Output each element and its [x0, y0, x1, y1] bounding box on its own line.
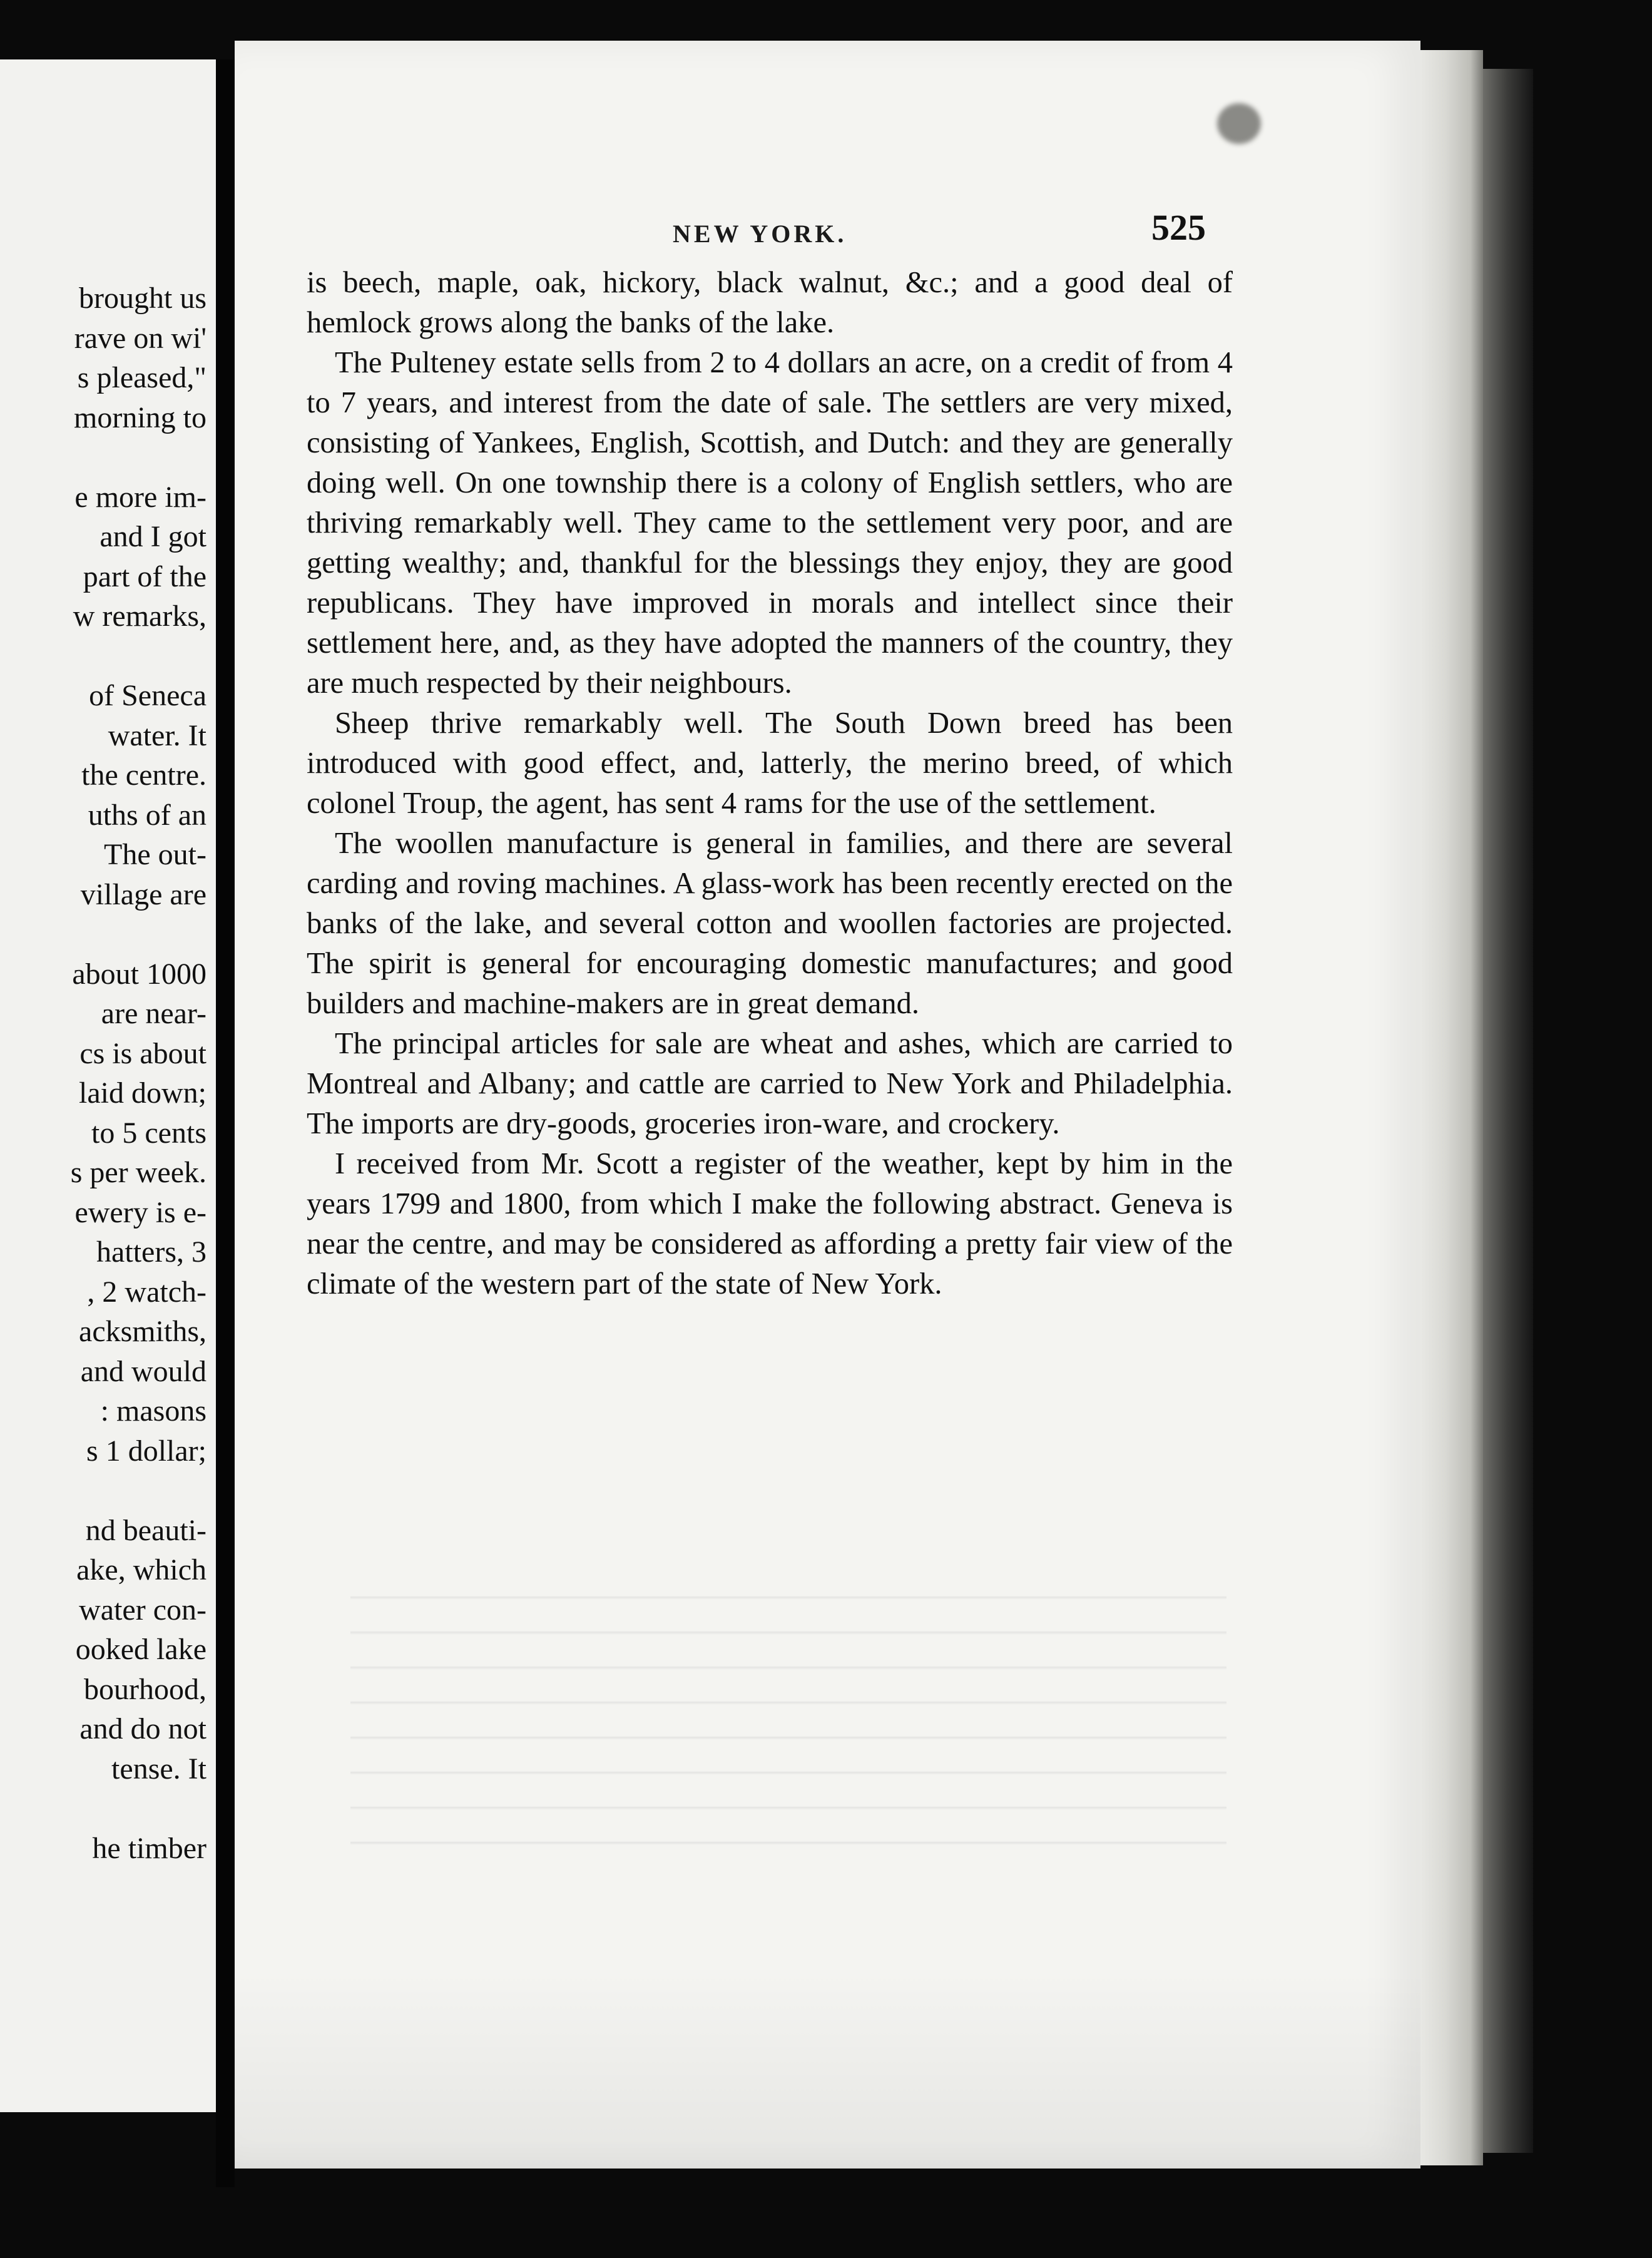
page-edge [1420, 50, 1483, 2165]
left-page-line: : masons [100, 1394, 206, 1428]
left-page-line [0, 437, 206, 478]
left-page-line: s per week. [70, 1156, 206, 1189]
left-page-line: and do not [79, 1712, 206, 1745]
left-page-line: uths of an [88, 798, 206, 832]
left-page-line: water con- [79, 1593, 206, 1627]
left-page-line [0, 1789, 206, 1829]
left-page-line: rave on wi' [74, 321, 206, 355]
left-page-line: to 5 cents [91, 1116, 206, 1150]
left-page-line: the centre. [81, 759, 206, 792]
left-page-line: about 1000 [72, 957, 206, 991]
paragraph: is beech, maple, oak, hickory, black walnut, &c.; and a good deal of hemlock grows along the banks of the lake. [307, 266, 1233, 339]
left-page-line: The out- [104, 838, 206, 871]
main-body-text [307, 263, 1233, 1304]
left-page-line: he timber [92, 1831, 206, 1865]
left-page-line: e more im- [74, 480, 206, 514]
show-through-text [350, 1565, 1226, 1865]
left-page-line: tense. It [111, 1752, 206, 1785]
left-page-line: morning to [74, 401, 206, 434]
left-page-line: ooked lake [75, 1633, 206, 1666]
left-page-line: ake, which [76, 1553, 206, 1586]
left-page-line: village are [80, 877, 206, 911]
paragraph: The Pulteney estate sells from 2 to 4 dollars an acre, on a credit of from 4 to 7 years, and interest from the date of sale. The settlers are very mixed, consisting of Yankees, English, Scottish, and Dutch: and they are generally doing well. On one township there is a colony of English settlers, who are thriving remarkably well. They came to the settlement very poor, and are getting wealthy; and, thankful for the blessings they enjoy, they are good republicans. They have improved in morals and intellect since their settlement here, and, as they have adopted the manners of the country, they are much respected by their neighbours. [307, 346, 1233, 700]
paragraph: The principal articles for sale are wheat and ashes, which are carried to Montreal and Albany; and cattle are carried to New York and Philadelphia. The imports are dry-goods, groceries iron-ware, and crockery. [307, 1027, 1233, 1140]
left-page-line [0, 914, 206, 954]
left-page-line: bourhood, [84, 1672, 206, 1706]
left-page-line [0, 636, 206, 677]
left-page-line: of Seneca [89, 679, 206, 712]
page-number: 525 [1151, 207, 1206, 248]
left-page-line: hatters, 3 [96, 1235, 206, 1269]
left-page-line: ewery is e- [74, 1195, 206, 1229]
left-page-line: brought us [79, 282, 206, 315]
left-page-line: and I got [99, 520, 206, 553]
paragraph: The woollen manufacture is general in families, and there are several carding and roving machines. A glass-work has been recently erected on the banks of the lake, and several cotton and woollen factories are projected. The spirit is general for encouraging domestic manufactures; and good builders and machine-makers are in great demand. [307, 827, 1233, 1020]
left-page-line: acksmiths, [79, 1315, 206, 1348]
running-head: NEW YORK. [673, 220, 847, 248]
ink-smudge [1217, 103, 1261, 144]
left-page-line: s 1 dollar; [86, 1434, 206, 1468]
paragraph: I received from Mr. Scott a register of the weather, kept by him in the years 1799 and 1800, from which I make the following abstract. Geneva is near the centre, and may be considered as affording a pretty fair view of the climate of the western part of the state of New York. [307, 1147, 1233, 1300]
left-page-line: water. It [108, 718, 206, 752]
left-page-line: nd beauti- [85, 1513, 206, 1547]
page-edge-shadow [1483, 69, 1533, 2153]
left-page-line: and would [80, 1354, 206, 1388]
left-page-line: s pleased," [77, 361, 206, 394]
left-page-line: part of the [83, 559, 206, 593]
book-gutter [216, 59, 235, 2187]
left-page-line: , 2 watch- [87, 1275, 206, 1309]
left-facing-page [0, 59, 216, 2112]
left-page-line: laid down; [79, 1076, 206, 1110]
left-page-line [0, 1471, 206, 1511]
left-page-line: cs is about [79, 1036, 206, 1070]
left-page-text [0, 278, 206, 1868]
left-page-line: are near- [101, 997, 206, 1030]
page-shadow [235, 1971, 1420, 2169]
left-page-line: w remarks, [73, 600, 206, 633]
paragraph: Sheep thrive remarkably well. The South Down breed has been introduced with good effect, and, latterly, the merino breed, of which colonel Troup, the agent, has sent 4 rams for the use of the settlement. [307, 707, 1233, 820]
